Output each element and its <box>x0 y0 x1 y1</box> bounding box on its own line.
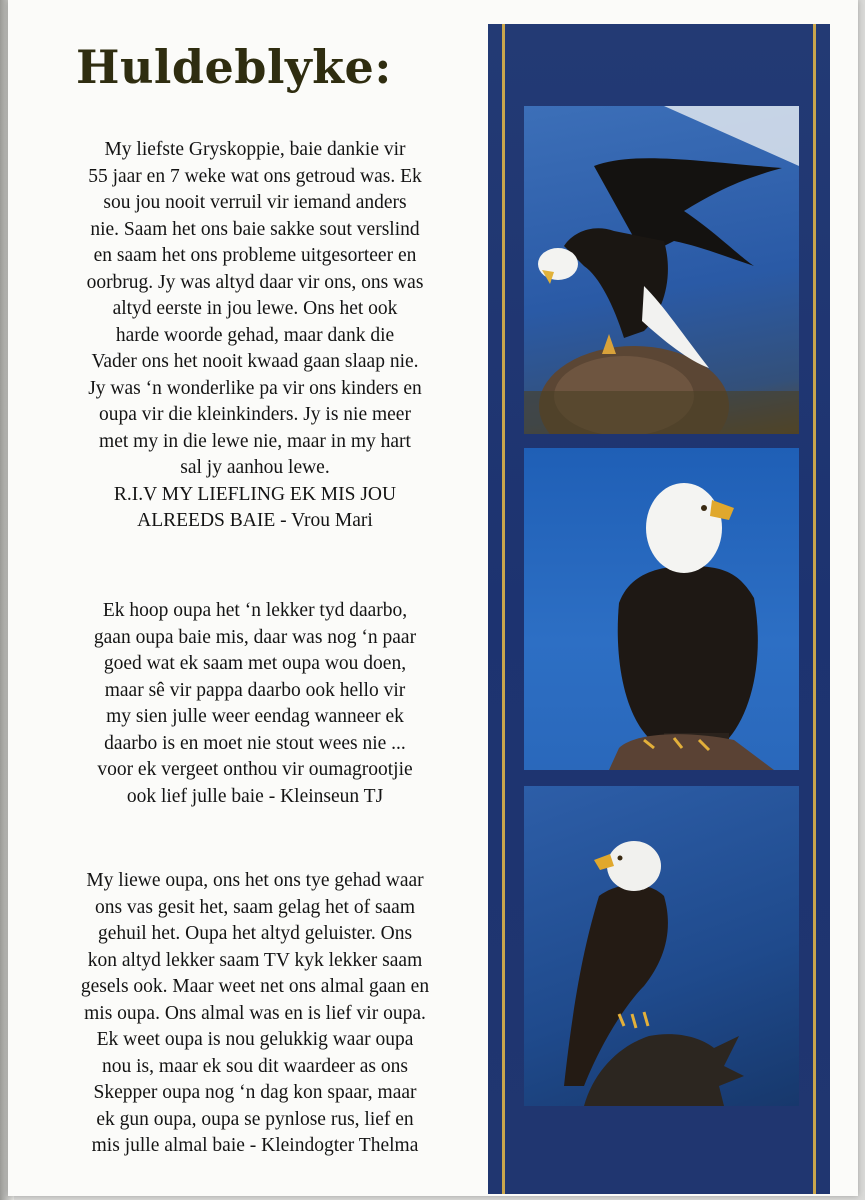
tribute-line: sal jy aanhou lewe. <box>180 457 330 478</box>
eagle-photo-portrait <box>524 448 799 770</box>
tribute-line: Skepper oupa nog ‘n dag kon spaar, maar <box>93 1082 417 1103</box>
tribute-wife <box>30 137 480 535</box>
gold-stripe-left <box>502 24 505 1194</box>
tribute-line: mis oupa. Ons almal was en is lief vir oupa. <box>84 1002 426 1024</box>
tribute-line: sou jou nooit verruil vir iemand anders <box>103 192 407 213</box>
eagle-photo-spread-wings <box>524 106 799 434</box>
tribute-line: harde woorde gehad, maar dank die <box>115 324 395 346</box>
tribute-line: altyd eerste in jou lewe. Ons het ook <box>112 298 398 319</box>
tribute-line: gesels ook. Maar weet net ons almal gaan en <box>80 976 430 997</box>
tribute-line: oorbrug. Jy was altyd daar vir ons, ons was <box>86 271 424 293</box>
tribute-line: Jy was ‘n wonderlike pa vir ons kinders en <box>88 377 422 399</box>
tribute-line: gehuil het. Oupa het altyd geluister. Ons <box>97 923 413 944</box>
tribute-line: met my in die lewe nie, maar in my hart <box>99 430 411 452</box>
tribute-line: R.I.V MY LIEFLING EK MIS JOU <box>113 483 397 505</box>
tribute-line: maar sê vir pappa daarbo ook hello vir <box>104 679 406 701</box>
tribute-line: daarbo is en moet nie stout wees nie ... <box>104 732 406 754</box>
tribute-line: en saam het ons probleme uitgesorteer en <box>93 245 417 266</box>
eagle-panel <box>488 24 830 1194</box>
tribute-line: 55 jaar en 7 weke wat ons getroud was. Ek <box>88 165 422 187</box>
tribute-line: mis julle almal baie - Kleindogter Thelma <box>91 1135 419 1156</box>
tribute-line: ons vas gesit het, saam gelag het of saam <box>94 896 416 918</box>
tribute-grandson <box>30 598 480 810</box>
tribute-line: nou is, maar ek sou dit waardeer as ons <box>102 1055 408 1077</box>
tribute-line: ALREEDS BAIE - Vrou Mari <box>137 510 373 531</box>
tribute-granddaughter <box>30 868 480 1160</box>
tribute-line: Ek weet oupa is nou gelukkig waar oupa <box>96 1029 414 1050</box>
tribute-line: nie. Saam het ons baie sakke sout verslind <box>90 218 420 240</box>
tribute-line: oupa vir die kleinkinders. Jy is nie meer <box>99 404 411 425</box>
tribute-line: ook lief julle baie - Kleinseun TJ <box>126 785 384 807</box>
tribute-line: My liefste Gryskoppie, baie dankie vir <box>104 139 406 160</box>
tribute-line: Ek hoop oupa het ‘n lekker tyd daarbo, <box>102 600 408 621</box>
tribute-line: goed wat ek saam met oupa wou doen, <box>103 653 407 674</box>
gold-stripe-right <box>813 24 816 1194</box>
tribute-line: kon altyd lekker saam TV kyk lekker saam <box>87 949 423 971</box>
tribute-line: my sien julle weer eendag wanneer ek <box>106 706 404 727</box>
tribute-line: ek gun oupa, oupa se pynlose rus, lief en <box>96 1108 414 1130</box>
page-title: Huldeblyke: <box>76 40 392 94</box>
tribute-line: gaan oupa baie mis, daar was nog ‘n paar <box>93 626 417 648</box>
eagle-photo-perched <box>524 786 799 1106</box>
tribute-line: voor ek vergeet onthou vir oumagrootjie <box>97 759 413 780</box>
tribute-line: My liewe oupa, ons het ons tye gehad waar <box>86 870 424 891</box>
memorial-page <box>8 0 858 1196</box>
tribute-line: Vader ons het nooit kwaad gaan slaap nie. <box>91 351 419 372</box>
